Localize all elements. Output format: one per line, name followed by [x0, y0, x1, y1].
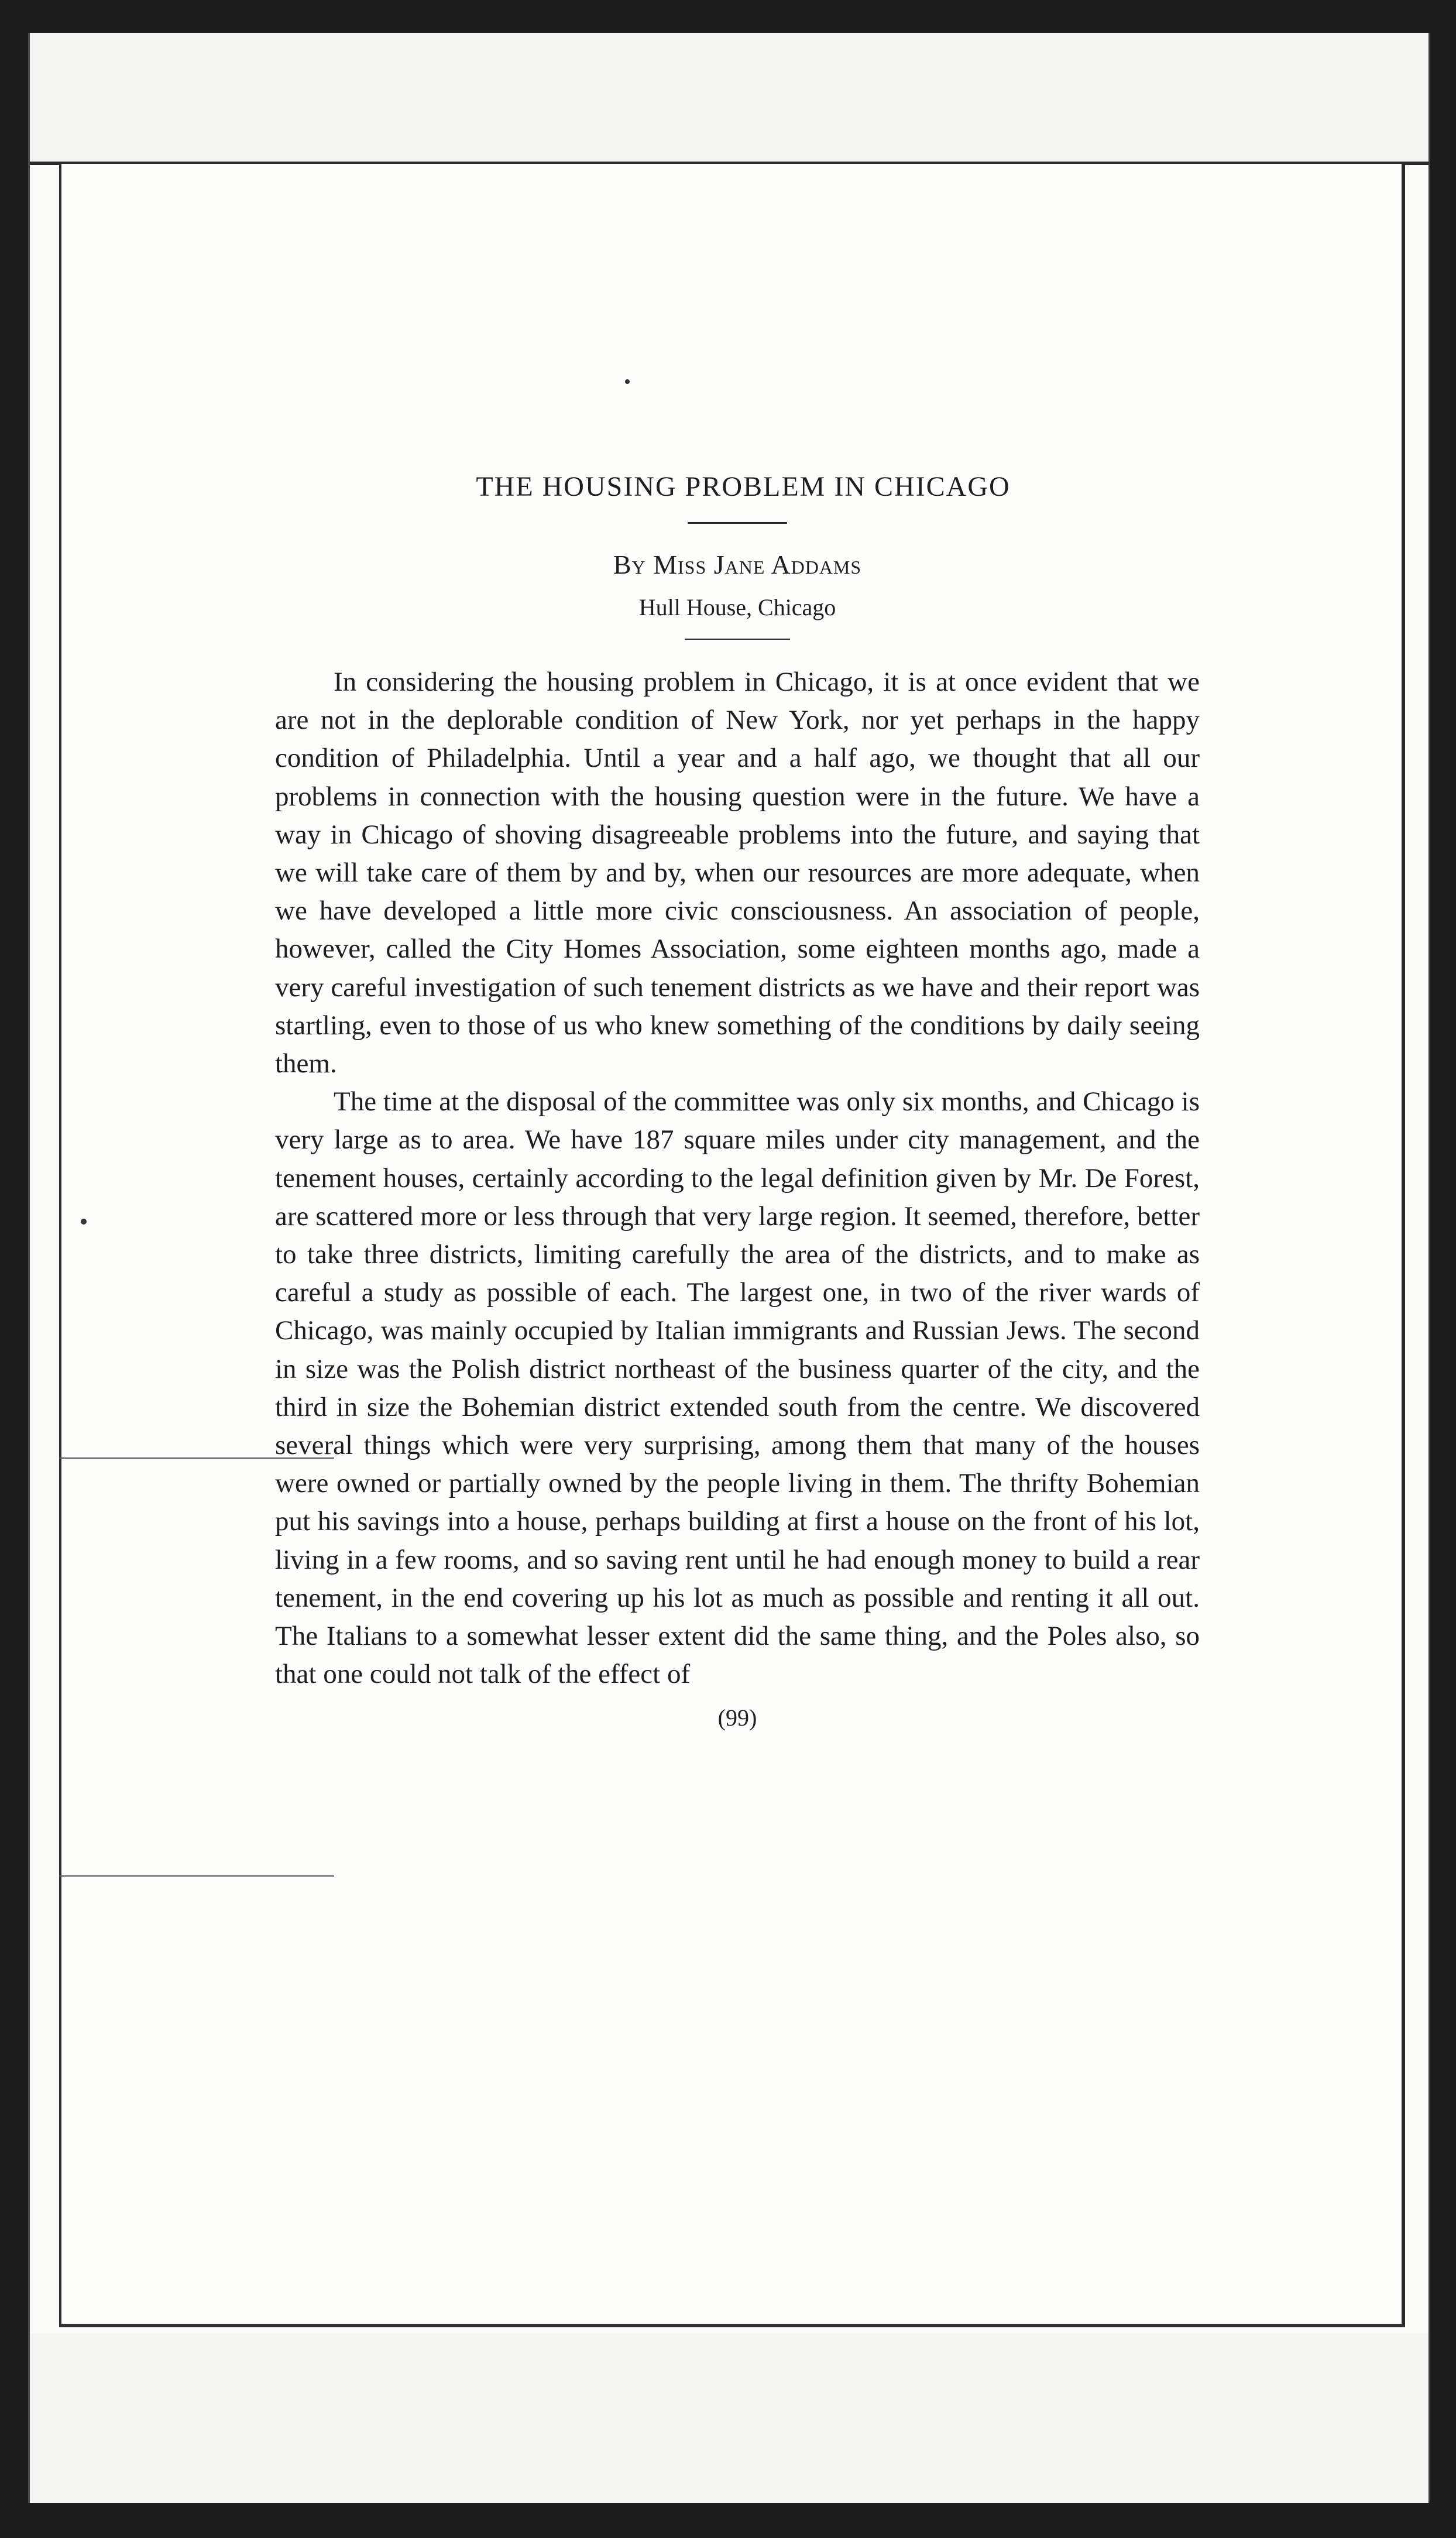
fold-line-lower: [59, 1875, 334, 1877]
paragraph: In considering the housing problem in Chicago, it is at once evident that we are not in the deplorable condition of New York, nor yet perhaps in the happy condition of Philadelphia. Until a year and a half ago, we thought that all our problems in connection with the housing question were in the future. We have a way in Chicago of shoving disagreeable problems into the future, and saying that we will take care of them by and by, when our resources are more adequate, when we have developed a little more civic consciousness. An association of people, however, called the City Homes Association, some eighteen months ago, made a very careful investigation of such tenement districts as we have and their report was startling, even to those of us who knew something of the conditions by daily seeing them.: [275, 667, 1200, 1079]
title-rule: [688, 522, 787, 524]
article: [275, 468, 1200, 1736]
scan-speck: [625, 379, 630, 384]
top-margin-band: [30, 33, 1428, 165]
page-number: (99): [717, 1704, 757, 1731]
bottom-margin-band: [30, 2333, 1428, 2503]
scan-speck: [81, 1219, 87, 1225]
byline-rule: [685, 639, 790, 640]
author-affiliation: Hull House, Chicago: [638, 594, 836, 620]
article-title: THE HOUSING PROBLEM IN CHICAGO: [476, 471, 1011, 502]
paragraph: The time at the disposal of the committee was only six months, and Chicago is very large as to area. We have 187 square miles under city management, and the tenement houses, certainly according to the legal definition given by Mr. De Forest, are scattered more or less through that very large region. It seemed, therefore, better to take three districts, limiting carefully the area of the districts, and to make as careful a study as possible of each. The largest one, in two of the river wards of Chicago, was mainly occupied by Italian immigrants and Russian Jews. The second in size was the Polish district northeast of the business quarter of the city, and the third in size the Bohemian district extended south from the centre. We discovered several things which were very surprising, among them that many of the houses were owned or partially owned by the people living in them. The thrifty Bohemian put his savings into a house, perhaps building at first a house on the front of his lot, living in a few rooms, and so saving rent until he had enough money to build a rear tenement, in the end covering up his lot as much as possible and renting it all out. The Italians to a somewhat lesser extent did the same thing, and the Poles also, so that one could not talk of the effect of: [275, 1086, 1200, 1690]
article-body: [275, 663, 1200, 1693]
article-byline: By Miss Jane Addams: [613, 550, 862, 579]
